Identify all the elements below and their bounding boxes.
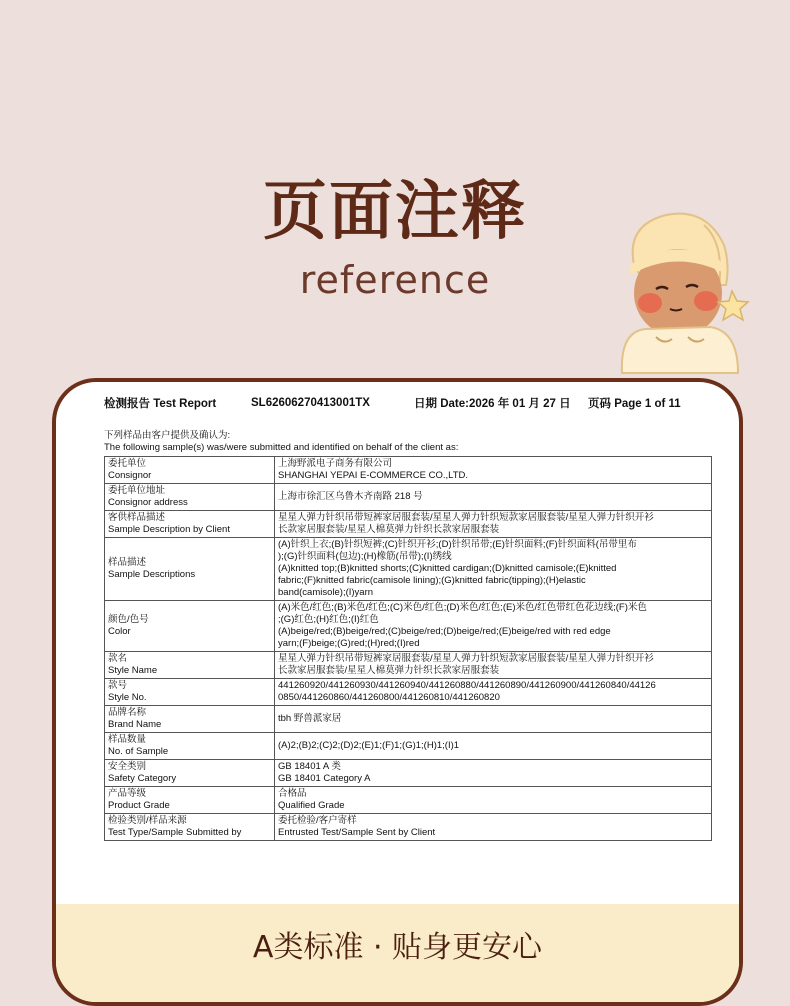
label-cn: 样品描述 (108, 557, 147, 568)
value-line: ;(G)红色;(H)红色;(I)红色 (278, 614, 379, 625)
table-row (105, 679, 712, 706)
value-line: Entrusted Test/Sample Sent by Client (278, 827, 436, 838)
value-line: );(G)针织面料(包边);(H)橡筋(吊带);(I)绣线 (278, 551, 452, 562)
table-row (105, 538, 712, 601)
label-cn: 样品数量 (108, 734, 147, 745)
table-row (105, 457, 712, 484)
value-line: yarn;(F)beige;(G)red;(H)red;(I)red (278, 638, 420, 649)
row-value (275, 760, 712, 787)
report-card (52, 378, 743, 1006)
label-cn: 检验类别/样品来源 (108, 815, 187, 826)
page-title: 页面注释 (263, 175, 527, 249)
label-en: Color (108, 626, 131, 637)
label-en: Style No. (108, 692, 147, 703)
row-label (105, 706, 275, 733)
table-row (105, 511, 712, 538)
star-icon (718, 291, 748, 320)
row-value (275, 814, 712, 841)
value-line: 441260920/441260930/441260940/441260880/441260890/441260900/441260840/44126 (278, 680, 656, 691)
report-intro (104, 430, 704, 454)
table-row (105, 706, 712, 733)
row-label (105, 511, 275, 538)
table-row (105, 601, 712, 652)
table-row (105, 733, 712, 760)
value-line: 长款家居服套装/星星人棉莫弹力针织长款家居服套装 (278, 524, 500, 535)
label-en: Brand Name (108, 719, 162, 730)
label-cn: 委托单位地址 (108, 485, 166, 496)
value-line: 委托检验/客户寄样 (278, 815, 357, 826)
value-line: 上海野派电子商务有限公司 (278, 458, 393, 469)
row-value (275, 601, 712, 652)
table-row (105, 484, 712, 511)
row-value (275, 679, 712, 706)
report-label: 检测报告 Test Report (104, 398, 217, 410)
row-label (105, 652, 275, 679)
label-cn: 款名 (108, 653, 128, 664)
value-line: (A)beige/red;(B)beige/red;(C)beige/red;(D)beige/red;(E)beige/red with red edge (278, 626, 611, 637)
row-value (275, 457, 712, 484)
table-row (105, 760, 712, 787)
value-line: (A)knitted top;(B)knitted shorts;(C)knitted cardigan;(D)knitted camisole;(E)knitted (278, 563, 617, 574)
label-en: Safety Category (108, 773, 177, 784)
value-line: 星星人弹力针织吊带短裤家居服套装/星星人弹力针织短款家居服套装/星星人弹力针织开衫 (278, 512, 654, 523)
table-row (105, 814, 712, 841)
label-cn: 颜色/色号 (108, 614, 149, 625)
label-en: Sample Description by Client (108, 524, 230, 535)
label-en: Test Type/Sample Submitted by (108, 827, 242, 838)
row-value (275, 511, 712, 538)
report-page: 页码 Page 1 of 11 (588, 398, 681, 410)
table-row (105, 652, 712, 679)
label-cn: 客供样品描述 (108, 512, 166, 523)
row-value (275, 652, 712, 679)
row-label (105, 787, 275, 814)
report-number: SL62606270413001TX (251, 397, 370, 409)
row-value (275, 484, 712, 511)
label-en: Style Name (108, 665, 158, 676)
label-cn: 款号 (108, 680, 128, 691)
value-line: SHANGHAI YEPAI E-COMMERCE CO.,LTD. (278, 470, 469, 481)
row-value (275, 733, 712, 760)
value-line: GB 18401 Category A (278, 773, 371, 784)
value-line: fabric;(F)knitted fabric(camisole lining);(G)knitted fabric(tipping);(H)elastic (278, 575, 586, 586)
label-en: Consignor address (108, 497, 188, 508)
footer-slogan: A类标准 · 贴身更安心 (252, 930, 543, 965)
row-value (275, 706, 712, 733)
row-label (105, 484, 275, 511)
value-line: 上海市徐汇区乌鲁木齐南路 218 号 (278, 491, 423, 502)
table-row (105, 787, 712, 814)
intro-en: The following sample(s) was/were submitted and identified on behalf of the client as: (104, 442, 459, 453)
value-line: tbh 野兽派家居 (278, 713, 342, 724)
label-cn: 安全类别 (108, 761, 147, 772)
sample-info-table (104, 456, 712, 841)
row-value (275, 787, 712, 814)
label-cn: 产品等级 (108, 788, 147, 799)
value-line: 星星人弹力针织吊带短裤家居服套装/星星人弹力针织短款家居服套装/星星人弹力针织开衫 (278, 653, 654, 664)
value-line: (A)针织上衣;(B)针织短裤;(C)针织开衫;(D)针织吊带;(E)针织面料;(F)针织面料(吊带里布 (278, 539, 637, 550)
label-en: No. of Sample (108, 746, 169, 757)
page-subtitle: reference (299, 258, 491, 302)
test-report-document (104, 394, 704, 841)
row-label (105, 538, 275, 601)
value-line: 合格品 (278, 788, 307, 799)
row-value (275, 538, 712, 601)
value-line: band(camisole);(I)yarn (278, 587, 374, 598)
value-line: GB 18401 A 类 (278, 761, 341, 772)
value-line: Qualified Grade (278, 800, 345, 811)
row-label (105, 814, 275, 841)
value-line: (A)米色/红色;(B)米色/红色;(C)米色/红色;(D)米色/红色;(E)米色/红色带红色花边线;(F)米色 (278, 602, 647, 613)
baby-mascot-icon (606, 205, 756, 375)
value-line: 0850/441260860/441260800/441260810/441260820 (278, 692, 500, 703)
report-date: 日期 Date:2026 年 01 月 27 日 (414, 398, 571, 410)
value-line: (A)2;(B)2;(C)2;(D)2;(E)1;(F)1;(G)1;(H)1;(I)1 (278, 740, 460, 751)
label-cn: 品牌名称 (108, 707, 147, 718)
value-line: 长款家居服套装/星星人棉莫弹力针织长款家居服套装 (278, 665, 500, 676)
intro-cn: 下列样品由客户提供及确认为: (104, 430, 231, 441)
row-label (105, 457, 275, 484)
label-en: Consignor (108, 470, 152, 481)
row-label (105, 760, 275, 787)
label-en: Product Grade (108, 800, 170, 811)
report-header (104, 394, 704, 412)
label-en: Sample Descriptions (108, 569, 196, 580)
label-cn: 委托单位 (108, 458, 147, 469)
row-label (105, 733, 275, 760)
row-label (105, 601, 275, 652)
row-label (105, 679, 275, 706)
